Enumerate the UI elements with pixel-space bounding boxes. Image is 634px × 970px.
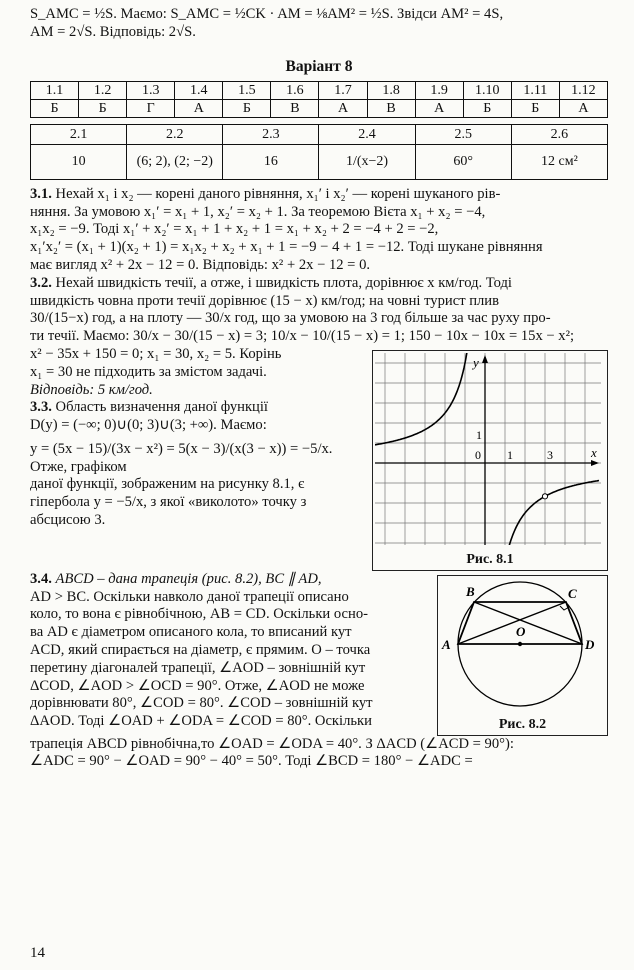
table2.answers-cell: 60° [415,144,511,179]
section-3-1 [30,186,608,275]
table1.answers-cell: В [271,99,319,117]
answers-table-1-answer-row [31,99,608,117]
vertex-label-d: D [585,636,595,652]
table1.answers-cell: Б [79,99,127,117]
table1.headers-cell: 1.12 [559,81,607,99]
intro-line-1: S_AMC = ½S. Маємо: S_AMC = ½CK · AM = ⅛AM² = ½S. Звідси AM² = 4S, [30,6,504,22]
section-label: 3.3. [30,399,52,416]
variant-title: Варіант 8 [285,57,353,75]
text-line: D(y) = (−∞; 0)∪(0; 3)∪(3; +∞). Маємо: [30,417,267,434]
text-line: Область визначення даної функції [55,399,268,416]
text-line: дорівнювати 80°, ∠COD = 80°. ∠COD – зовнішній кут [30,695,373,712]
section-label: 3.4. [30,570,52,587]
text-line: x₁ = 30 не підходить за змістом задачі. [30,363,267,380]
answers-table-1-header-row [31,81,608,99]
table2.headers-cell: 2.2 [127,124,223,144]
text-line: AD > BC. Оскільки навколо даної трапеції описано [30,588,349,605]
text-line: x₁x₂ = −9. Тоді x₁′ + x₂′ = x₁ + 1 + x₂ + 1 = x₁ + x₂ + 2 = −4 + 2 = −2, [30,221,439,238]
x-axis-arrow-icon [591,460,599,466]
text-line: ABCD – дана трапеція (рис. 8.2), BC ∥ AD, [55,570,322,587]
text-line: ΔAOD. Тоді ∠OAD + ∠ODA = ∠COD = 80°. Оскільки [30,713,372,730]
trapezoid-diagram [440,578,601,710]
table1.answers-cell: В [367,99,415,117]
diagonal-bd [474,602,582,644]
x-tick-3: 3 [547,447,553,462]
text-line: абсцисою 3. [30,512,106,529]
section-with-figure-8-2 [30,571,608,736]
table1.answers-cell: А [415,99,463,117]
table2.headers-cell: 2.5 [415,124,511,144]
text-line: x² − 35x + 150 = 0; x₁ = 30, x₂ = 5. Корінь [30,345,282,362]
figure-8-2 [437,575,608,736]
table1.headers-cell: 1.10 [463,81,511,99]
y-axis-arrow-icon [482,355,488,363]
left-text-column [30,571,435,736]
figure-8-1 [372,350,608,571]
table2.headers-cell: 2.3 [223,124,319,144]
text-line: даної функції, зображеним на рисунку 8.1, є [30,476,305,493]
section-label: 3.2. [30,274,52,291]
table1.answers-cell: А [175,99,223,117]
table1.headers-cell: 1.4 [175,81,223,99]
punctured-point [542,494,547,499]
table1.headers-cell: 1.7 [319,81,367,99]
vertex-label-c: C [568,585,577,601]
x-tick-1: 1 [507,447,513,462]
text-line: коло, то вона є рівнобічною, AB = CD. Оскільки осно- [30,606,368,623]
origin-label: 0 [475,447,481,462]
text-line: швидкість човна проти течії дорівнює (15 − x) км/год; на човні турист плив [30,292,500,309]
table2.headers-cell: 2.1 [31,124,127,144]
text-line: ти течії. Маємо: 30/x − 30/(15 − x) = 3; 10/x − 10/(15 − x) = 1; 150 − 10x − 10x = 15x − x²; [30,328,574,345]
y-axis-label: y [473,354,479,370]
text-line: x₁′x₂′ = (x₁ + 1)(x₂ + 1) = x₁x₂ + x₂ + x₁ + 1 = −9 − 4 + 1 = −12. Тоді шукане рівняння [30,239,543,256]
table1.headers-cell: 1.9 [415,81,463,99]
table1.headers-cell: 1.6 [271,81,319,99]
answers-table-2-header-row [31,124,608,144]
graph-grid [375,353,601,545]
table1.answers-cell: Б [31,99,79,117]
hyperbola-right-branch [497,480,599,545]
table1.headers-cell: 1.2 [79,81,127,99]
text-line: Нехай швидкість течії, а отже, і швидкість плота, дорівнює x км/год. Тоді [55,274,512,291]
page-number: 14 [30,945,45,961]
table1.answers-cell: Г [127,99,175,117]
text-line: y = (5x − 15)/(3x − x²) = 5(x − 3)/(x(3 − x)) = −5/x. Отже, графіком [30,440,333,475]
point-label-o: O [516,623,526,639]
text-line: має вигляд x² + 2x − 12 = 0. Відповідь: x² + 2x − 12 = 0. [30,256,371,273]
answers-table-1 [30,81,608,118]
table1.answers-cell: Б [223,99,271,117]
diagonal-ac [458,602,566,644]
text-line: няння. За умовою x₁′ = x₁ + 1, x₂′ = x₂ + 1. За теоремою Вієта x₁ + x₂ = −4, [30,203,486,220]
left-text-column [30,346,360,571]
hyperbola-left-branch [375,353,474,445]
text-line: ∠ADC = 90° − ∠OAD = 90° − 40° = 50°. Тоді ∠BCD = 180° − ∠ADC = [30,753,473,770]
figure-8-1-caption: Рис. 8.1 [466,551,514,567]
table2.answers-cell: 1/(x−2) [319,144,415,179]
text-line: 30/(15−x) год, а на плоту — 30/x год, що за умовою на 3 год більше за час руху про- [30,310,551,327]
section-with-figure-8-1 [30,346,608,571]
table2.answers-cell: 16 [223,144,319,179]
table1.answers-cell: А [319,99,367,117]
table1.headers-cell: 1.1 [31,81,79,99]
table1.headers-cell: 1.5 [223,81,271,99]
text-line: ва AD є діаметром описаного кола, то вписаний кут [30,624,352,641]
text-line: трапеція ABCD рівнобічна,то ∠OAD = ∠ODA = 40°. З ΔACD (∠ACD = 90°): [30,735,514,752]
table2.headers-cell: 2.6 [511,124,607,144]
text-line: гіпербола y = −5/x, з якої «виколото» точку з [30,494,307,511]
table2.headers-cell: 2.4 [319,124,415,144]
table1.headers-cell: 1.3 [127,81,175,99]
table2.answers-cell: 10 [31,144,127,179]
table2.answers-cell: 12 см² [511,144,607,179]
text-line: перетину діагоналей трапеції, ∠AOD – зовнішній кут [30,659,366,676]
text-line: ΔCOD, ∠AOD > ∠OCD = 90°. Отже, ∠AOD не може [30,677,365,694]
intro-line-2: AM = 2√S. Відповідь: 2√S. [30,23,196,40]
center-point [518,642,522,646]
table1.answers-cell: Б [463,99,511,117]
section-3-2 [30,275,608,346]
table1.answers-cell: Б [511,99,559,117]
vertex-label-b: B [466,583,475,599]
text-line: Нехай x₁ і x₂ — корені даного рівняння, x₁′ і x₂′ — корені шуканого рів- [55,185,501,202]
section-label: 3.1. [30,185,52,202]
table1.answers-cell: А [559,99,607,117]
table2.answers-cell: (6; 2), (2; −2) [127,144,223,179]
x-axis-label: x [591,444,597,460]
y-tick-1: 1 [476,427,482,442]
table1.headers-cell: 1.8 [367,81,415,99]
answers-table-2-answer-row [31,144,608,179]
vertex-label-a: A [442,636,451,652]
page-content [30,6,608,771]
hyperbola-graph [375,353,601,545]
figure-8-2-caption: Рис. 8.2 [498,716,547,732]
answers-table-2 [30,124,608,180]
answer-line: Відповідь: 5 км/год. [30,381,153,398]
text-line: ACD, який спирається на діаметр, є прямим. O – точка [30,641,371,658]
table1.headers-cell: 1.11 [511,81,559,99]
